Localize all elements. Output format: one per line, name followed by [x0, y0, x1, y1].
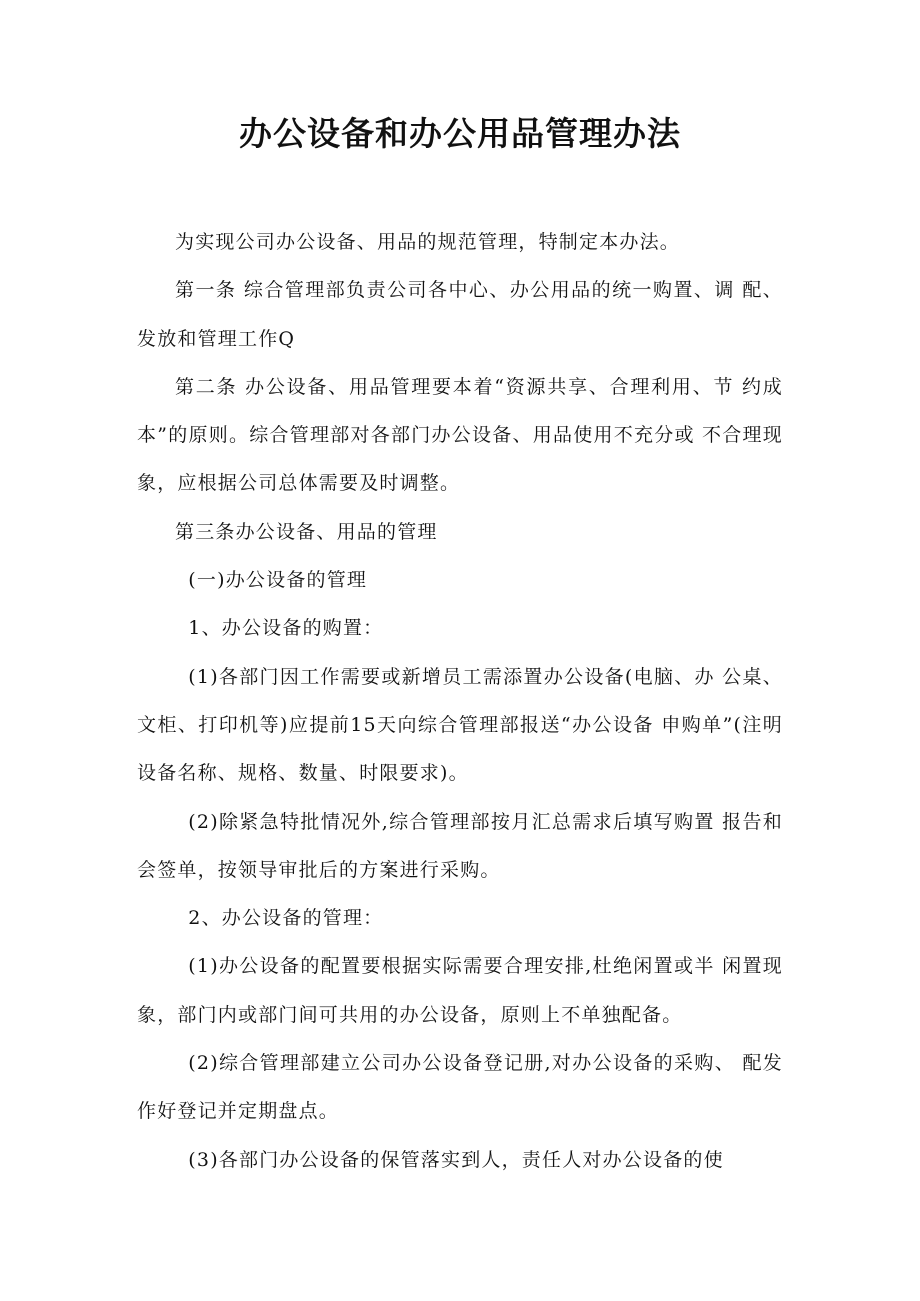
purchase-item-1: (1)各部门因工作需要或新增员工需添置办公设备(电脑、办 公桌、文柜、打印机等)应提前15天向综合管理部报送“办公设备 申购单”(注明设备名称、规格、数量、时限要求)。 [137, 665, 783, 785]
subsection-management-heading: 2、办公设备的管理： [188, 907, 384, 930]
article-2-paragraph: 第二条 办公设备、用品管理要本着“资源共享、合理利用、节 约成本”的原则。综合管理部对各部门办公设备、用品使用不充分或 不合理现象，应根据公司总体需要及时调整。 [137, 375, 783, 495]
article-1-paragraph: 第一条 综合管理部负责公司各中心、办公用品的统一购置、调 配、发放和管理工作Q [137, 279, 783, 350]
section-1-heading: (一)办公设备的管理 [188, 569, 368, 592]
purchase-item-2: (2)除紧急特批情况外,综合管理部按月汇总需求后填写购置 报告和会签单，按领导审批后的方案进行采购。 [137, 810, 783, 881]
intro-paragraph: 为实现公司办公设备、用品的规范管理，特制定本办法。 [175, 231, 681, 253]
management-item-1: (1)办公设备的配置要根据实际需要合理安排,杜绝闲置或半 闲置现象，部门内或部门间可共用的办公设备，原则上不单独配备。 [137, 955, 783, 1026]
management-item-3: (3)各部门办公设备的保管落实到人，责任人对办公设备的使 [188, 1148, 724, 1171]
document-title: 办公设备和办公用品管理办法 [239, 114, 681, 153]
article-3-heading: 第三条办公设备、用品的管理 [175, 520, 438, 543]
management-item-2: (2)综合管理部建立公司办公设备登记册,对办公设备的采购、 配发作好登记并定期盘点。 [137, 1052, 783, 1123]
subsection-purchase-heading: 1、办公设备的购置： [188, 617, 384, 640]
document-body [137, 218, 783, 1184]
